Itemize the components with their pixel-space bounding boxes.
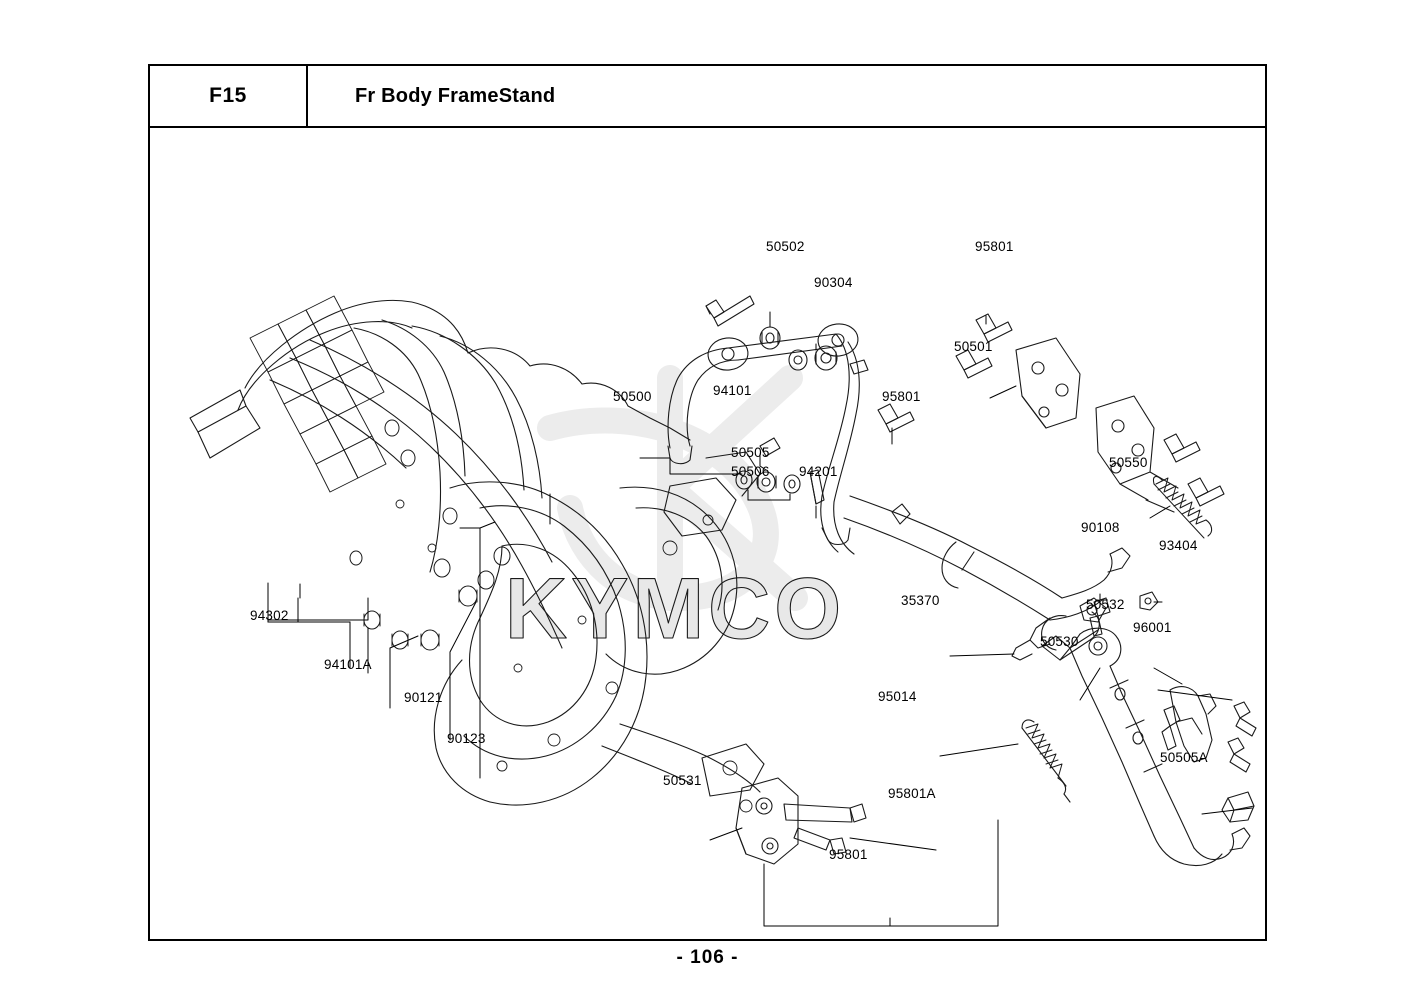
part-label-50550: 50550 <box>1109 455 1148 470</box>
part-label-90121: 90121 <box>404 690 443 705</box>
part-label-94101A: 94101A <box>324 657 372 672</box>
sheet-title: Fr Body FrameStand <box>355 84 556 107</box>
part-label-96001: 96001 <box>1133 620 1172 635</box>
part-label-94302: 94302 <box>250 608 289 623</box>
part-label-50502: 50502 <box>766 239 805 254</box>
spring-95014 <box>1022 720 1070 802</box>
part-label-50530: 50530 <box>1040 634 1079 649</box>
side-stand-50530 <box>1070 628 1250 865</box>
svg-text:KYMCO: KYMCO <box>505 561 846 657</box>
section-code-cell <box>150 66 308 126</box>
watermark <box>505 378 845 657</box>
part-label-95801A: 95801A <box>888 786 936 801</box>
part-label-35370: 35370 <box>901 593 940 608</box>
part-label-95801-mid: 95801 <box>882 389 921 404</box>
part-label-50501: 50501 <box>954 339 993 354</box>
part-label-94201: 94201 <box>799 464 838 479</box>
part-label-50505A: 50505A <box>1160 750 1208 765</box>
part-label-50500: 50500 <box>613 389 652 404</box>
part-label-50505: 50505 <box>731 445 770 460</box>
part-label-93404: 93404 <box>1159 538 1198 553</box>
bush-50505A <box>1222 792 1254 822</box>
diagram-sheet <box>148 64 1267 941</box>
part-label-50531: 50531 <box>663 773 702 788</box>
part-label-95801-top: 95801 <box>975 239 1014 254</box>
part-label-90108: 90108 <box>1081 520 1120 535</box>
part-label-90304: 90304 <box>814 275 853 290</box>
diagram-canvas <box>150 128 1265 941</box>
part-label-90123: 90123 <box>447 731 486 746</box>
section-code: F15 <box>209 84 247 107</box>
part-label-95801-bottom: 95801 <box>829 847 868 862</box>
page-number: - 106 - <box>676 947 739 968</box>
bolts-96001 <box>1228 702 1256 772</box>
part-label-50506: 50506 <box>731 464 770 479</box>
part-label-50532: 50532 <box>1086 597 1125 612</box>
part-label-95014: 95014 <box>878 689 917 704</box>
bracket-50501 <box>1016 338 1224 512</box>
sheet-header <box>150 66 1265 128</box>
part-label-94101: 94101 <box>713 383 752 398</box>
